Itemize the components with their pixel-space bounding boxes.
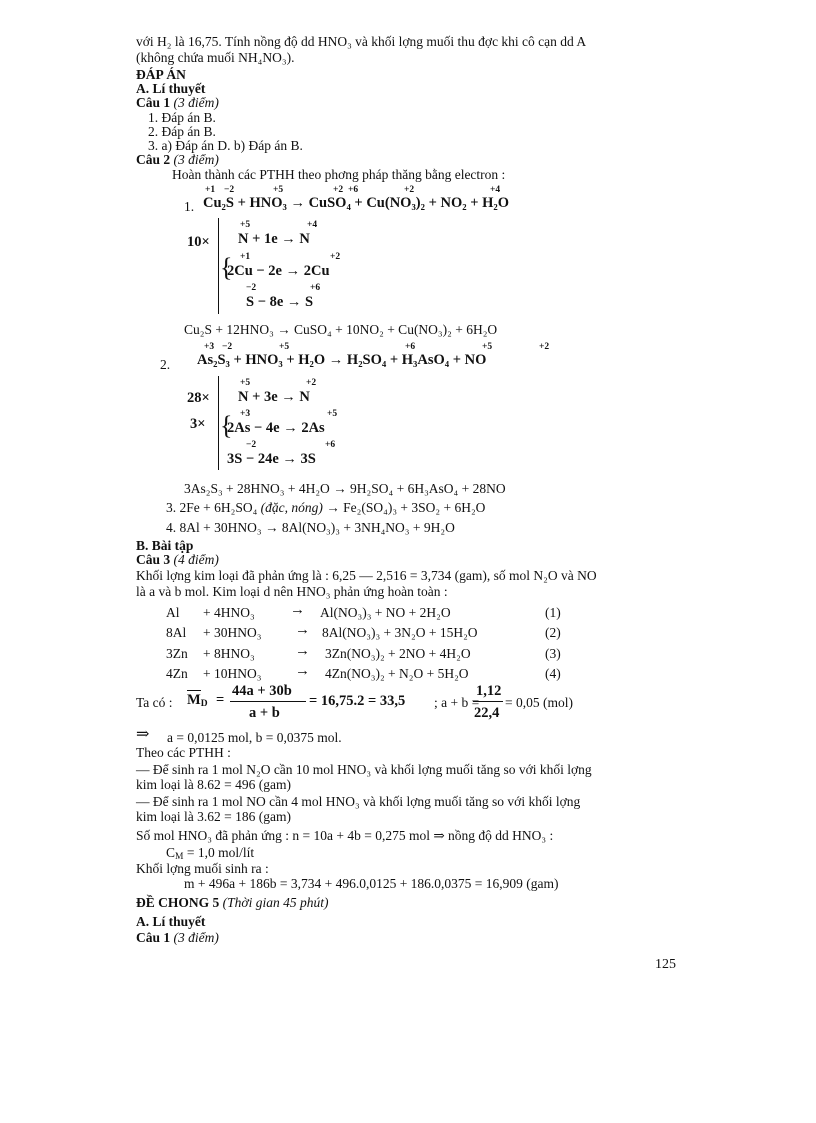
next-q1-label: Câu 1: [136, 930, 171, 945]
eq1-number: 1.: [184, 199, 195, 214]
eq1-half-n: N + 1e → N: [238, 231, 310, 247]
answer-heading: ĐÁP ÁN: [136, 67, 186, 82]
eq2-multiplier-1: 28×: [187, 390, 210, 406]
reaction-4-rhs: 4Zn(NO₃)₂ + N₂O + 5H₂O: [325, 666, 469, 681]
cm-value: = 1,0 mol/lít: [186, 845, 255, 860]
sum-label: ; a + b =: [434, 695, 480, 710]
reaction-2-reagent: + 30HNO₃: [203, 625, 262, 640]
reaction-1-lhs: Al: [166, 605, 180, 620]
reaction-2-arrow: →: [295, 622, 310, 638]
reaction-4-arrow: →: [295, 663, 310, 679]
reaction-3-number: (3): [545, 646, 561, 661]
question-2-label: [136, 152, 219, 167]
eq3-condition: (đặc, nóng): [260, 500, 323, 515]
eq1-hcu-ox2: +2: [330, 252, 341, 262]
deduction-2b: kim loại là 3.62 = 186 (gam): [136, 809, 291, 824]
frac1-numerator: 44a + 30b: [232, 683, 292, 699]
q1-item-2: 2. Đáp án B.: [148, 124, 216, 139]
eq3-pre: 3. 2Fe + 6H₂SO₄: [166, 500, 258, 515]
implies-arrow: ⇒: [136, 726, 150, 743]
next-q1-points: (3 điểm): [173, 930, 219, 945]
eq2-hs-ox1: −2: [246, 440, 257, 450]
eq2-hn-ox2: +2: [306, 378, 317, 388]
concentration-line: [166, 845, 254, 860]
deduction-1a: — Để sinh ra 1 mol N₂O cần 10 mol HNO₃ và khối lợng muối tăng so với khối lợng: [136, 762, 592, 777]
q3-points: (4 điểm): [173, 552, 219, 567]
ox-n4: +4: [490, 185, 501, 195]
question-3-label: [136, 552, 219, 567]
eq2-ox-n5: +5: [279, 342, 290, 352]
frac1-line: [230, 701, 306, 702]
eq1-curly-brace: {: [220, 253, 233, 282]
eq2-half-as: 2As − 4e → 2As: [227, 420, 325, 436]
frac2-line: [473, 701, 503, 702]
frac1-denominator: a + b: [249, 705, 280, 721]
eq2-ox-n2: +2: [539, 342, 550, 352]
q1-item-1: 1. Đáp án B.: [148, 110, 216, 125]
q2-label: Câu 2: [136, 152, 171, 167]
eq1-hcu-ox1: +1: [240, 252, 251, 262]
md-subscript: D: [200, 699, 208, 709]
equals-1: =: [216, 692, 225, 708]
q2-intro: Hoàn thành các PTHH theo phơng pháp thăng bằng electron :: [172, 167, 506, 182]
q1-points: (3 điểm): [173, 95, 219, 110]
ox-cu2b: +2: [404, 185, 415, 195]
reaction-3-rhs: 3Zn(NO₃)₂ + 2NO + 4H₂O: [325, 646, 471, 661]
reaction-3-lhs: 3Zn: [166, 646, 188, 661]
intro-line-2: (không chứa muối NH₄NO₃).: [136, 50, 295, 65]
q3-label: Câu 3: [136, 552, 171, 567]
eq2-has-ox2: +5: [327, 409, 338, 419]
next-exam-time: (Thời gian 45 phút): [222, 895, 329, 910]
ox-n5: +5: [273, 185, 284, 195]
eq1-multiplier: 10×: [187, 234, 210, 250]
reaction-4-number: (4): [545, 666, 561, 681]
reaction-1-reagent: + 4HNO₃: [203, 605, 255, 620]
eq2-number: 2.: [160, 357, 171, 372]
reaction-4-lhs: 4Zn: [166, 666, 188, 681]
eq1-hs-ox2: +6: [310, 283, 321, 293]
md-symbol: M: [187, 692, 201, 708]
reaction-1-rhs: Al(NO₃)₃ + NO + 2H₂O: [320, 605, 451, 620]
eq3-line: [166, 500, 485, 515]
ox-s6: +6: [348, 185, 359, 195]
mass-label: Khối lợng muối sinh ra :: [136, 861, 269, 876]
next-exam-title: [136, 895, 328, 910]
eq2-balanced: 3As₂S₃ + 28HNO₃ + 4H₂O → 9H₂SO₄ + 6H₃AsO₄ + 28NO: [184, 481, 506, 496]
eq1-half-s: S − 8e → S: [246, 294, 314, 310]
eq2-half-n: N + 3e → N: [238, 389, 310, 405]
ox-s: −2: [224, 185, 235, 195]
eq1-formula: Cu₂S + HNO₃ → CuSO₄ + Cu(NO₃)₂ + NO₂ + H₂O: [203, 195, 509, 211]
eq1-balanced: Cu₂S + 12HNO₃ → CuSO₄ + 10NO₂ + Cu(NO₃)₂ + 6H₂O: [184, 322, 498, 337]
cm-symbol: C: [166, 845, 176, 860]
molar-mass-symbol: [187, 692, 208, 709]
theory-heading: A. Lí thuyết: [136, 81, 206, 96]
eq1-hn-ox2: +4: [307, 220, 318, 230]
exercise-heading: B. Bài tập: [136, 538, 194, 553]
intro-line-1: với H₂ là 16,75. Tính nồng độ dd HNO₃ và khối lợng muối thu đợc khi cô cạn dd A: [136, 34, 587, 49]
next-question-1: [136, 930, 219, 945]
deduction-2a: — Để sinh ra 1 mol NO cần 4 mol HNO₃ và khối lợng muối tăng so với khối lợng: [136, 794, 581, 809]
eq2-has-ox1: +3: [240, 409, 251, 419]
eq2-multiplier-2: 3×: [190, 416, 206, 432]
reaction-2-rhs: 8Al(NO₃)₃ + 3N₂O + 15H₂O: [322, 625, 478, 640]
frac2-result: = 0,05 (mol): [505, 695, 573, 710]
eq1-hs-ox1: −2: [246, 283, 257, 293]
eq3-post: → Fe₂(SO₄)₃ + 3SO₂ + 6H₂O: [326, 500, 486, 515]
eq2-brace-line: [218, 376, 219, 470]
eq2-ox-s: −2: [222, 342, 233, 352]
frac1-result: = 16,75.2 = 33,5: [309, 693, 406, 709]
ox-cu: +1: [205, 185, 216, 195]
eq4-line: 4. 8Al + 30HNO₃ → 8Al(NO₃)₃ + 3NH₄NO₃ + 9H₂O: [166, 520, 455, 535]
next-theory-heading: A. Lí thuyết: [136, 914, 206, 929]
reaction-1-number: (1): [545, 605, 561, 620]
eq2-curly-brace: {: [220, 411, 233, 440]
exercise-para-2: là a và b mol. Kim loại d nên HNO₃ phản ứng hoàn toàn :: [136, 584, 448, 599]
q1-label: Câu 1: [136, 95, 171, 110]
q1-item-3: 3. a) Đáp án D. b) Đáp án B.: [148, 138, 303, 153]
reaction-4-reagent: + 10HNO₃: [203, 666, 262, 681]
eq2-half-s: 3S − 24e → 3S: [227, 451, 316, 467]
reaction-2-number: (2): [545, 625, 561, 640]
eq1-hn-ox1: +5: [240, 220, 251, 230]
eq2-hn-ox1: +5: [240, 378, 251, 388]
eq2-hs-ox2: +6: [325, 440, 336, 450]
reaction-1-arrow: →: [290, 602, 305, 618]
page-number: 125: [655, 957, 676, 972]
eq2-ox-s6: +6: [405, 342, 416, 352]
mean-bar: [187, 690, 201, 691]
deduction-1b: kim loại là 8.62 = 496 (gam): [136, 777, 291, 792]
taco-label: Ta có :: [136, 695, 173, 710]
eq2-formula: As₂S₃ + HNO₃ + H₂O → H₂SO₄ + H₃AsO₄ + NO: [197, 352, 487, 368]
reaction-3-reagent: + 8HNO₃: [203, 646, 255, 661]
ox-cu2: +2: [333, 185, 344, 195]
cm-subscript: M: [175, 852, 184, 862]
ab-values: a = 0,0125 mol, b = 0,0375 mol.: [167, 730, 342, 745]
sum-moles-line: Số mol HNO₃ đã phản ứng : n = 10a + 4b = 0,275 mol ⇒ nồng độ dd HNO₃ :: [136, 828, 554, 843]
reaction-2-lhs: 8Al: [166, 625, 187, 640]
exercise-para-1: Khối lợng kim loại đã phản ứng là : 6,25 — 2,516 = 3,734 (gam), số mol N₂O và NO: [136, 568, 597, 583]
theo-label: Theo các PTHH :: [136, 745, 231, 760]
frac2-numerator: 1,12: [476, 683, 502, 699]
next-exam-label: ĐỀ CHONG 5: [136, 895, 220, 910]
reaction-3-arrow: →: [295, 643, 310, 659]
eq2-ox-as: +3: [204, 342, 215, 352]
question-1-label: [136, 95, 219, 110]
eq1-brace-line: [218, 218, 219, 314]
q2-points: (3 điểm): [173, 152, 219, 167]
eq1-half-cu: 2Cu − 2e → 2Cu: [227, 263, 330, 279]
eq2-ox-as5: +5: [482, 342, 493, 352]
mass-equation: m + 496a + 186b = 3,734 + 496.0,0125 + 186.0,0375 = 16,909 (gam): [184, 876, 559, 891]
frac2-denominator: 22,4: [474, 705, 500, 721]
